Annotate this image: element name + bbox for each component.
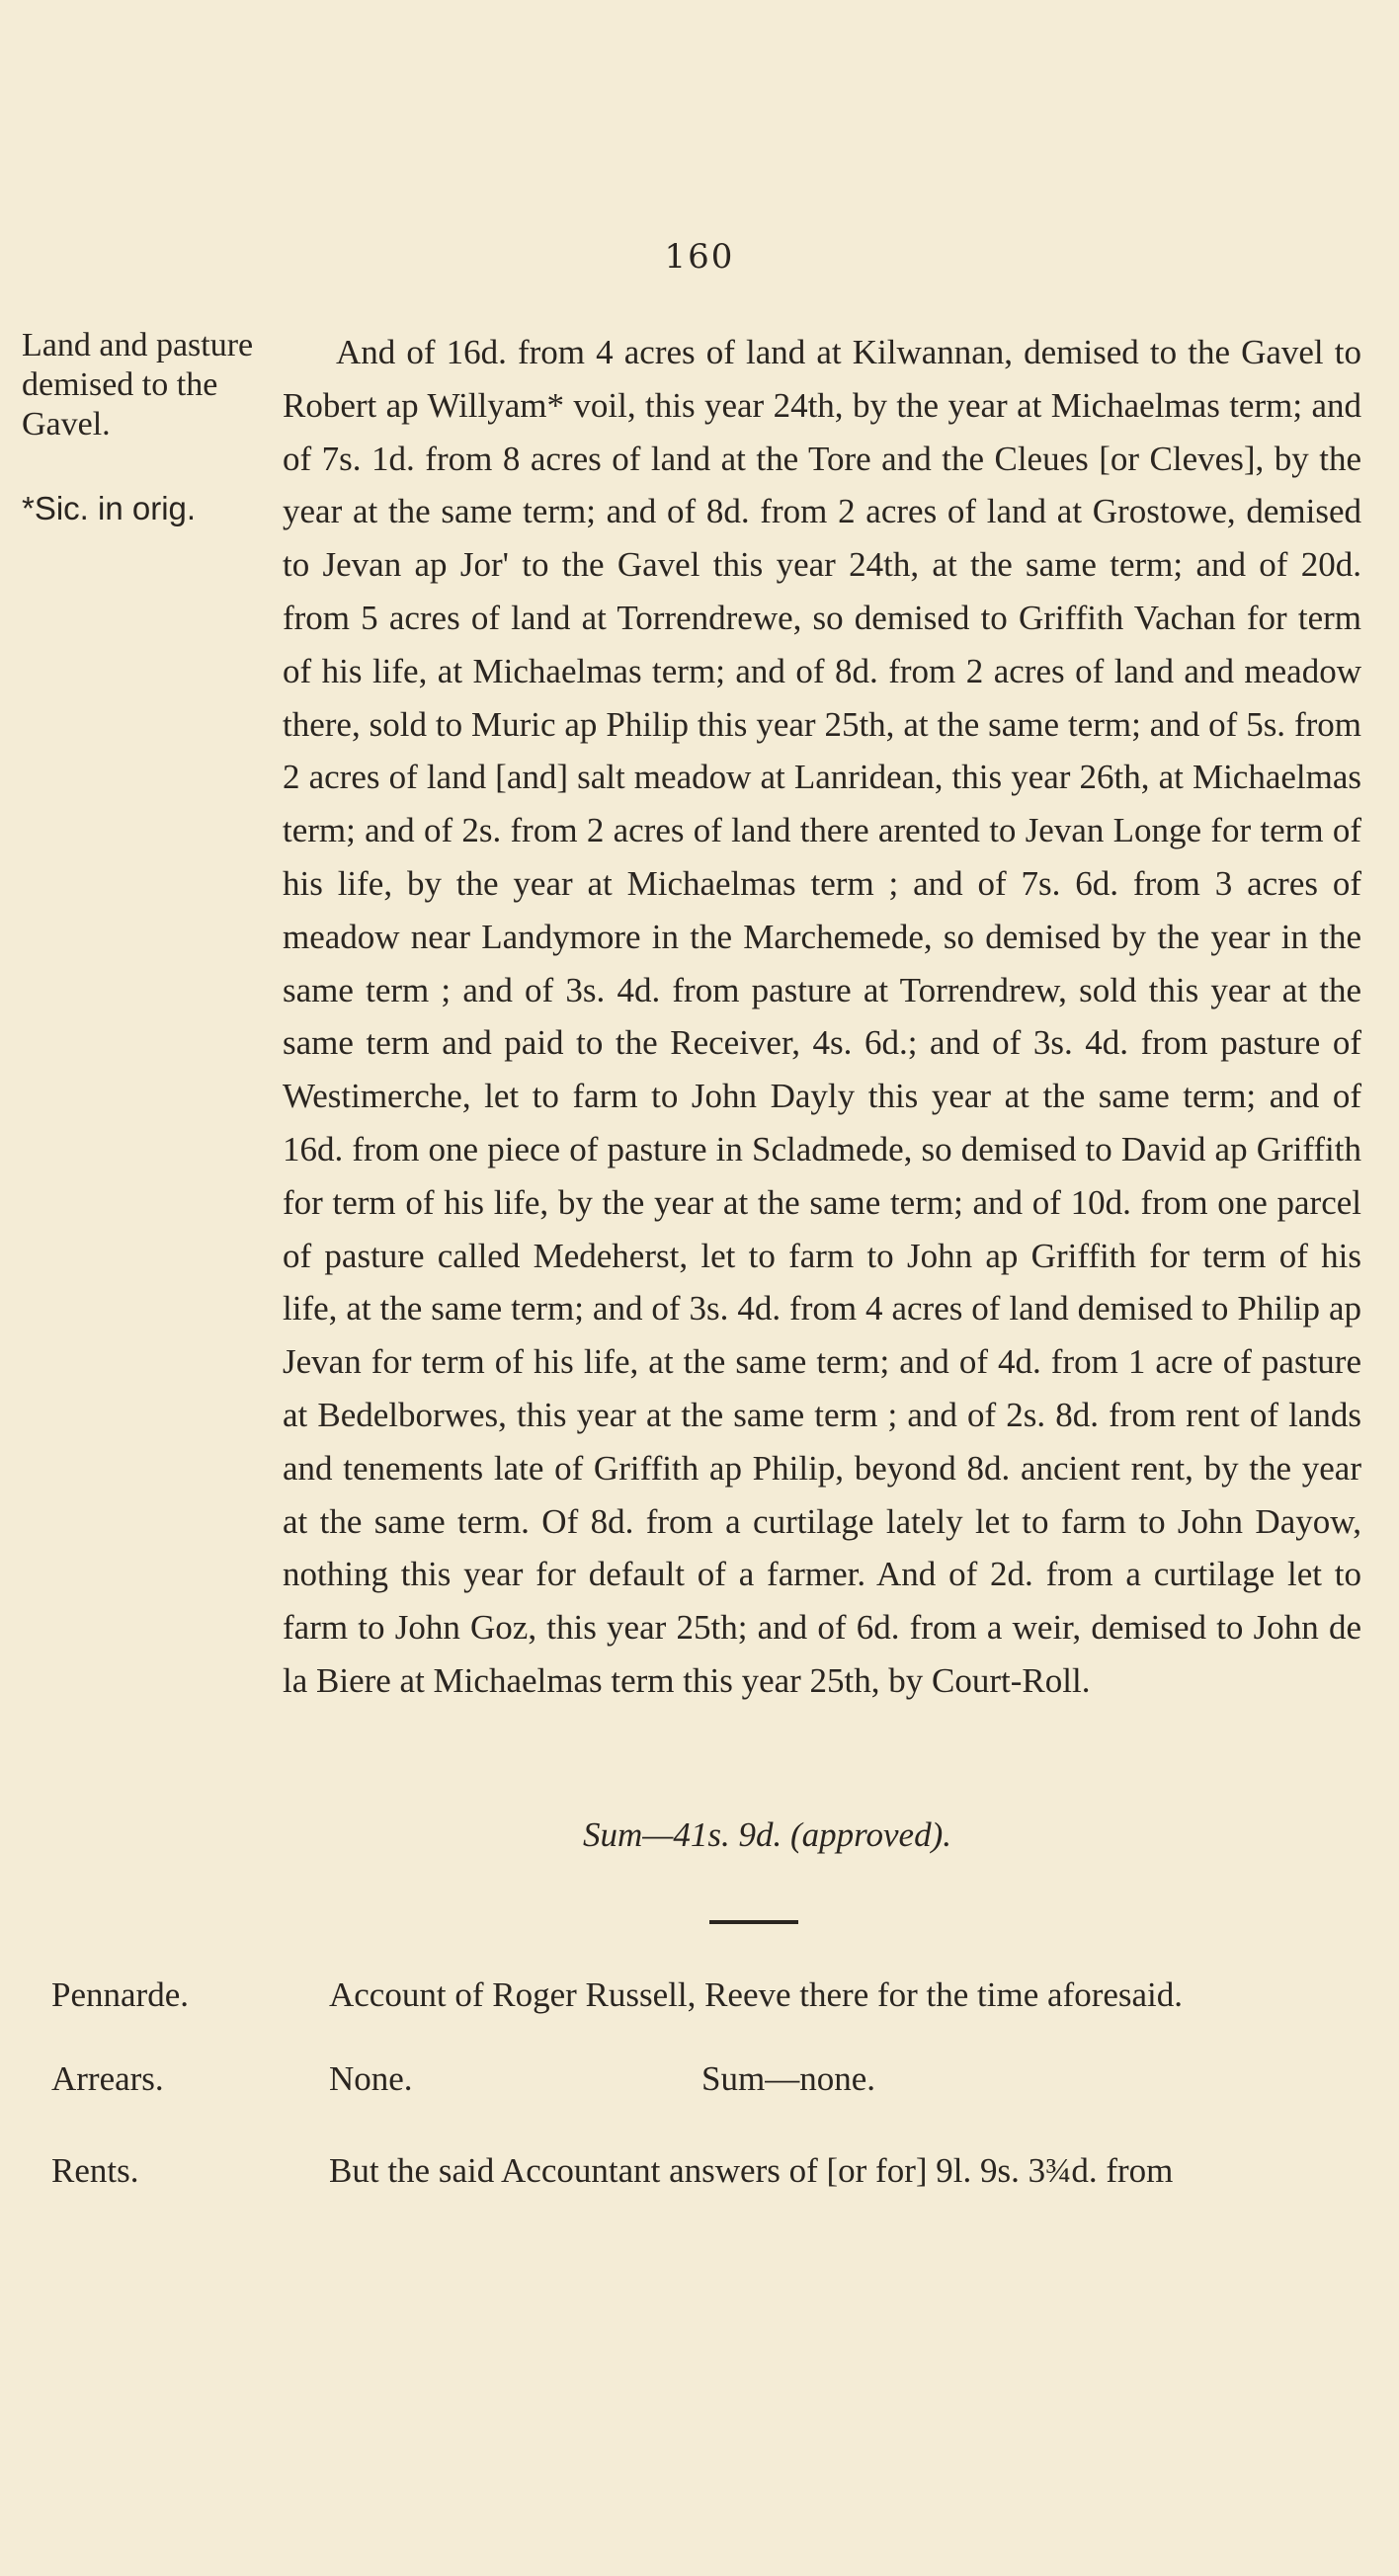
section-divider <box>709 1920 798 1924</box>
label-rents: Rents. <box>51 2151 139 2190</box>
page-number: 160 <box>664 237 735 277</box>
margin-note-sic: *Sic. in orig. <box>22 490 197 526</box>
label-pennarde: Pennarde. <box>51 1975 189 2014</box>
label-arrears: Arrears. <box>51 2059 164 2098</box>
body-text: And of 16d. from 4 acres of land at Kilwannan, demised to the Gavel to Robert ap Willyam* voil, this year 24th, by the year at Michaelmas term; and of 7s. 1d. from 8 acres of land at the Tore and the Cleues [or Cleves], by the year at the same term; and of 8d. from 2 acres of land at Grostowe, demised to Jevan ap Jor' to the Gavel this year 24th, at the same term; and of 20d. from 5 acres of land at Torrendrewe, so demised to Griffith Vachan for term of his life, at Michaelmas term; and of 8d. from 2 acres of land and meadow there, sold to Muric ap Philip this year 25th, at the same term; and of 5s. from 2 acres of land [and] salt meadow at Lanridean, this year 26th, at Michaelmas term; and of 2s. from 2 acres of land there arented to Jevan Longe for term of his life, by the year at Michaelmas term ; and of 7s. 6d. from 3 acres of meadow near Landymore in the Marchemede, so demised by the year in the same term ; and of 3s. 4d. from pasture at Torrendrew, sold this year at the same term and paid to the Receiver, 4s. 6d.; and of 3s. 4d. from pasture of Westimerche, let to farm to John Dayly this year at the same term; and of 16d. from one piece of pasture in Scladmede, so demised to David ap Griffith for term of his life, by the year at the same term; and of 10d. from one parcel of pasture called Medeherst, let to farm to John ap Griffith for term of his life, at the same term; and of 3s. 4d. from 4 acres of land demised to Philip ap Jevan for term of his life, at the same term; and of 4d. from 1 acre of pasture at Bedelborwes, this year at the same term ; and of 2s. 8d. from rent of lands and tenements late of Griffith ap Philip, beyond 8d. ancient rent, by the year at the same term. Of 8d. from a curtilage lately let to farm to John Dayow, nothing this year for default of a farmer. And of 2d. from a curtilage let to farm to John Goz, this year 25th; and of 6d. from a weir, demised to John de la Biere at Michaelmas term this year 25th, by Court-Roll. <box>283 333 1361 1700</box>
body-paragraph <box>283 326 1361 1708</box>
sum-line: Sum—41s. 9d. (approved). <box>583 1815 951 1854</box>
text-rents: But the said Accountant answers of [or for] 9l. 9s. 3¾d. from <box>329 2151 1174 2190</box>
margin-note-land: Land and pasture demised to the Gavel. <box>22 327 254 443</box>
text-pennarde: Account of Roger Russell, Reeve there for the time aforesaid. <box>329 1975 1184 2014</box>
text-arrears: None. <box>329 2059 413 2098</box>
sum-arrears: Sum—none. <box>701 2059 875 2098</box>
